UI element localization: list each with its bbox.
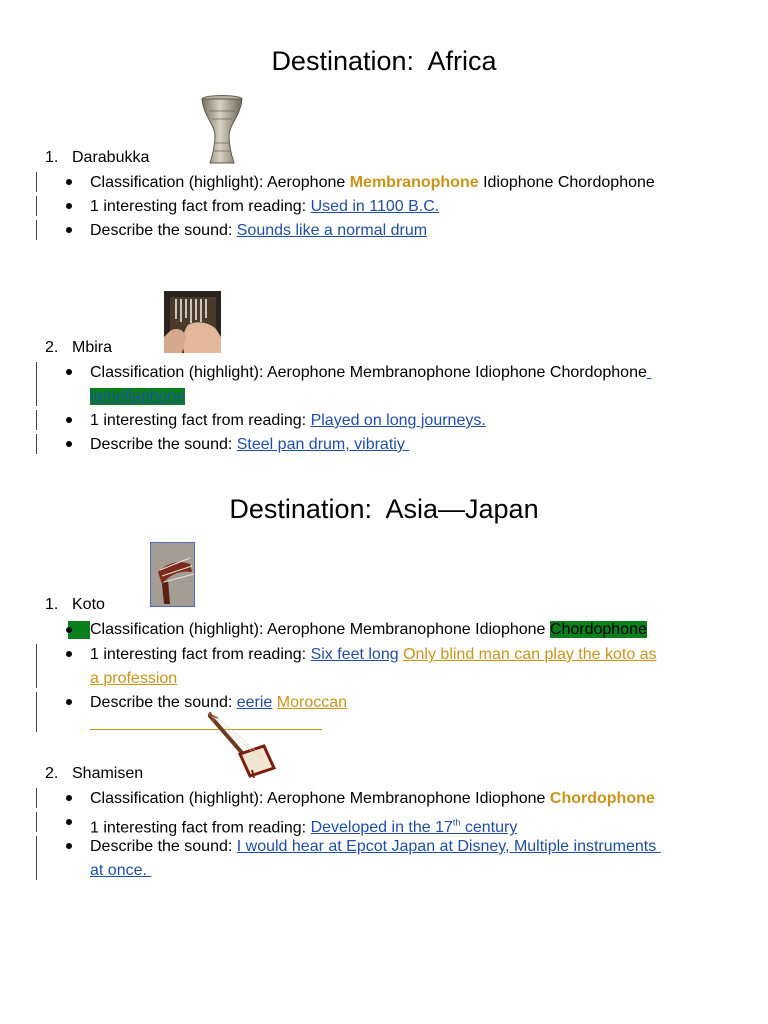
bullet <box>66 795 72 801</box>
sound-line <box>90 221 427 241</box>
class-aerophone: Aerophone <box>266 621 346 638</box>
class-membranophone-selected: Membranophone <box>349 174 479 191</box>
sound-label: Describe the sound: <box>90 838 237 855</box>
sound-answer: Sounds like a normal drum <box>236 222 428 239</box>
bullet <box>66 227 72 233</box>
section-title-japan: Destination: Asia—Japan <box>229 494 539 524</box>
fact-answer: Used in 1100 B.C. <box>310 198 440 215</box>
bullet <box>66 417 72 423</box>
koto-image <box>150 542 195 607</box>
classification-line <box>90 789 655 809</box>
bullet <box>66 819 72 825</box>
class-idiophone: Idiophone <box>483 174 554 191</box>
classification-label: Classification (highlight): <box>90 364 267 381</box>
class-aerophone: Aerophone <box>266 364 346 381</box>
sound-answer-2: at once. <box>90 862 152 879</box>
fact-line <box>90 411 486 431</box>
fact-label: 1 interesting fact from reading: <box>90 819 311 837</box>
class-aerophone: Aerophone <box>266 790 346 807</box>
class-idiophone: Idiophone <box>475 790 546 807</box>
change-bar <box>36 172 37 192</box>
sound-answer: eerie <box>236 694 273 711</box>
bullet <box>66 843 72 849</box>
fact-line <box>90 197 439 217</box>
fact-answer: Six feet long <box>310 646 399 663</box>
list-number: 1. <box>45 596 59 613</box>
fact-label: 1 interesting fact from reading: <box>90 198 311 215</box>
change-bar <box>36 410 37 430</box>
class-lamellaphone-selected: lamellaphone <box>90 388 186 405</box>
bullet <box>66 627 72 633</box>
bullet <box>66 203 72 209</box>
sound-label: Describe the sound: <box>90 222 237 239</box>
class-membranophone: Membranophone <box>349 790 471 807</box>
fact-answer-extra-2: a profession <box>90 670 178 687</box>
sound-answer-extra: Moroccan <box>276 694 348 711</box>
change-bar <box>36 644 37 688</box>
bullet <box>66 651 72 657</box>
classification-line <box>90 173 655 193</box>
class-chordophone-selected: Chordophone <box>549 621 647 638</box>
class-chordophone: Chordophone <box>557 174 655 191</box>
classification-label: Classification (highlight): <box>90 790 267 807</box>
bullet <box>66 699 72 705</box>
fact-answer: Developed in the 17th century <box>310 818 518 837</box>
change-bar <box>36 196 37 216</box>
sound-line <box>90 435 409 455</box>
fact-answer-extra: Only blind man can play the koto as <box>403 646 657 663</box>
fact-line <box>90 645 657 665</box>
class-membranophone: Membranophone <box>349 621 471 638</box>
sound-label: Describe the sound: <box>90 436 237 453</box>
sound-line <box>90 693 347 713</box>
classification-line <box>90 363 651 383</box>
classification-label: Classification (highlight): <box>90 174 267 191</box>
sound-label: Describe the sound: <box>90 694 237 711</box>
instrument-name-mbira: Mbira <box>72 339 113 356</box>
change-bar <box>36 836 37 880</box>
bullet <box>66 369 72 375</box>
bullet <box>66 179 72 185</box>
change-bar <box>36 362 37 406</box>
class-chordophone-selected: Chordophone <box>549 790 655 807</box>
classification-line-2 <box>90 387 185 407</box>
instrument-name-koto: Koto <box>72 596 105 613</box>
instrument-name-shamisen: Shamisen <box>72 765 144 782</box>
change-bar <box>36 692 37 732</box>
change-bar <box>36 434 37 454</box>
sound-answer: Steel pan drum, vibratiy <box>236 436 410 453</box>
sound-answer: I would hear at Epcot Japan at Disney, Multiple instruments <box>236 838 661 855</box>
class-aerophone: Aerophone <box>266 174 346 191</box>
fact-label: 1 interesting fact from reading: <box>90 412 311 429</box>
class-idiophone: Idiophone <box>475 364 546 381</box>
class-chordophone: Chordophone <box>549 364 647 381</box>
fact-label: 1 interesting fact from reading: <box>90 646 311 663</box>
sound-line <box>90 837 661 857</box>
list-number: 1. <box>45 149 59 166</box>
change-bar <box>36 788 37 808</box>
fact-line <box>90 813 517 838</box>
classification-line <box>90 620 647 640</box>
fact-line-2 <box>90 669 177 689</box>
darabukka-image <box>200 95 244 165</box>
sound-line-2 <box>90 861 151 881</box>
mbira-image <box>164 291 221 353</box>
classification-label: Classification (highlight): <box>90 621 267 638</box>
instrument-name-darabukka: Darabukka <box>72 149 150 166</box>
section-title-africa: Destination: Africa <box>271 46 497 76</box>
fact-answer: Played on long journeys. <box>310 412 486 429</box>
list-number: 2. <box>45 339 59 356</box>
change-bar <box>36 220 37 240</box>
change-bar <box>36 812 37 832</box>
trailing-space-link <box>647 364 651 381</box>
bullet <box>66 441 72 447</box>
class-idiophone: Idiophone <box>475 621 546 638</box>
shamisen-image <box>206 712 276 778</box>
class-membranophone: Membranophone <box>349 364 471 381</box>
list-number: 2. <box>45 765 59 782</box>
